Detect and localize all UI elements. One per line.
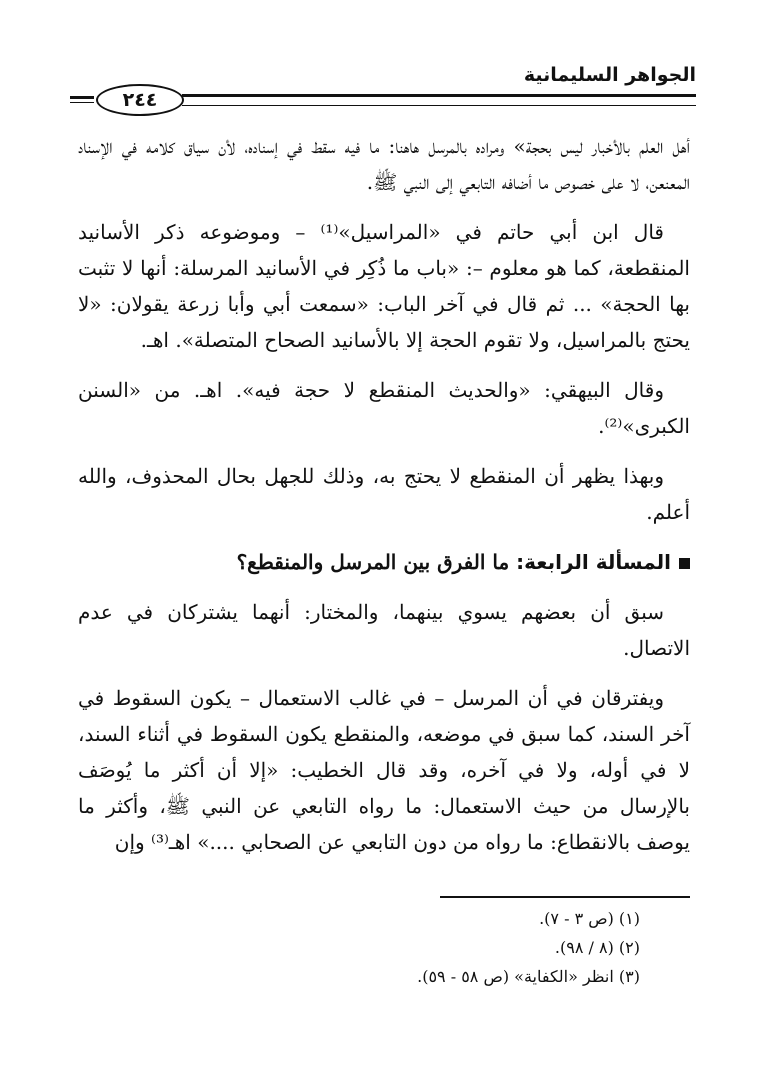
- footnotes: [120, 904, 640, 991]
- footnote-3: (٣) انظر «الكفاية» (ص ٥٨ - ٥٩).: [417, 967, 640, 986]
- section-heading-lead: المسألة الرابعة:: [516, 550, 671, 574]
- section-heading: [78, 544, 690, 580]
- header-rule: [182, 94, 696, 106]
- paragraph-5: سبق أن بعضهم يسوي بينهما، والمختار: أنهما يشتركان في عدم الاتصال.: [78, 600, 690, 660]
- footnote-1: (١) (ص ٣ - ٧).: [539, 909, 640, 928]
- paragraph-2: قال ابن أبي حاتم في «المراسيل»⁽¹⁾ – وموضوعه ذكر الأسانيد المنقطعة، كما هو معلوم –: «باب ما ذُكِر في الأسانيد المرسلة: أنها لا تثبت بها الحجة» ... ثم قال في آخر الباب: «سمعت أبي وأبا زرعة يقولان: «لا يحتج بالمراسيل، ولا تقوم الحجة إلا بالأسانيد الصحاح المتصلة». اهـ.: [78, 220, 690, 352]
- paragraph-3: وقال البيهقي: «والحديث المنقطع لا حجة فيه». اهـ. من «السنن الكبرى»⁽²⁾.: [78, 378, 690, 438]
- book-title: الجواهر السليمانية: [523, 64, 696, 86]
- page-number: ٢٤٤: [96, 84, 184, 116]
- header-dash-thin: [70, 102, 94, 103]
- footnote-rule: [440, 896, 690, 898]
- footnote-2: (٢) (٨ / ٩٨).: [554, 938, 640, 957]
- square-bullet-icon: [679, 558, 690, 569]
- paragraph-4: وبهذا يظهر أن المنقطع لا يحتج به، وذلك للجهل بحال المحذوف، والله أعلم.: [78, 464, 690, 524]
- paragraph-1: أهل العلم بالأخبار ليس بحجة» ومراده بالمرسل هاهنا: ما فيه سقط في إسناده، لأن سياق كلامه في الإسناد المعنعن، لا على خصوص ما أضافه التابعي إلى النبي ﷺ.: [78, 134, 690, 194]
- section-heading-text: ما الفرق بين المرسل والمنقطع؟: [236, 550, 517, 574]
- main-text: [78, 128, 690, 874]
- paragraph-6: ويفترقان في أن المرسل – في غالب الاستعمال – يكون السقوط في آخر السند، كما سبق في موضعه، والمنقطع يكون السقوط في أثناء السند، لا في أوله، ولا في آخره، وقد قال الخطيب: «إلا أن أكثر ما يُوصَف بالإرسال من حيث الاستعمال: ما رواه التابعي عن النبي ﷺ، وأكثر ما يوصف بالانقطاع: ما رواه من دون التابعي عن الصحابي ....» اهـ⁽³⁾ وإن: [78, 686, 690, 854]
- header-dash: [70, 96, 94, 99]
- running-header: [70, 64, 696, 114]
